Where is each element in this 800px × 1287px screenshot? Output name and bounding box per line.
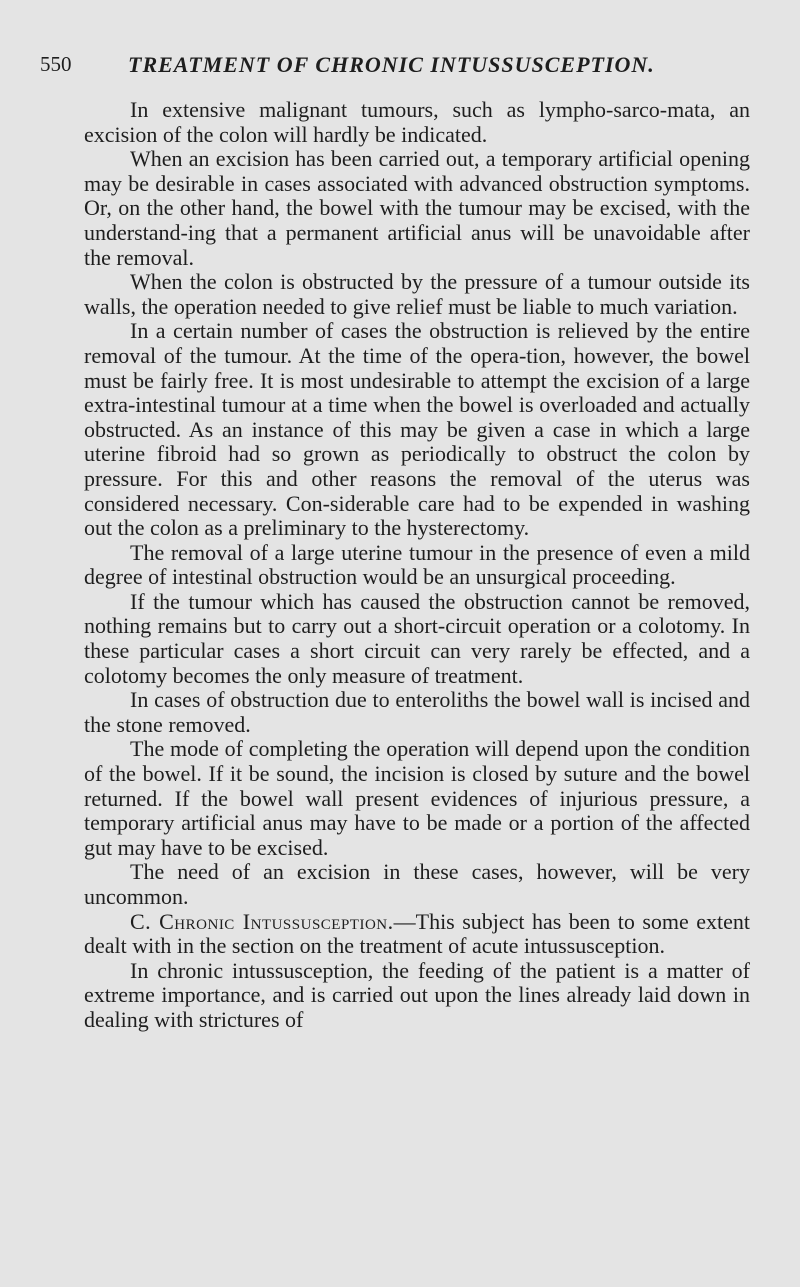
body-text	[84, 98, 750, 1033]
paragraph: The mode of completing the operation will depend upon the condition of the bowel. If it be sound, the incision is closed by suture and the bowel returned. If the bowel wall present evidences of injurious pressure, a temporary artificial anus may have to be made or a portion of the affected gut may have to be excised.	[84, 736, 750, 860]
paragraph: When an excision has been carried out, a temporary artificial opening may be desirable in cases associated with advanced obstruction symptoms. Or, on the other hand, the bowel with the tumour may be excised, with the understand-ing that a permanent artificial anus will be unavoidable after the removal.	[84, 146, 750, 270]
paragraph: The removal of a large uterine tumour in the presence of even a mild degree of intestinal obstruction would be an unsurgical proceeding.	[84, 539, 750, 590]
paragraph: If the tumour which has caused the obstruction cannot be removed, nothing remains but to carry out a short-circuit operation or a colotomy. In these particular cases a short circuit can very rarely be effected, and a colotomy becomes the only measure of treatment.	[84, 588, 750, 688]
paragraph: When the colon is obstructed by the pressure of a tumour outside its walls, the operation needed to give relief must be liable to much variation.	[84, 269, 750, 319]
paragraph: In extensive malignant tumours, such as lympho-sarco-mata, an excision of the colon will hardly be indicated.	[84, 97, 750, 147]
paragraph: In chronic intussusception, the feeding of the patient is a matter of extreme importance, and is carried out upon the lines already laid down in dealing with strictures of	[84, 957, 750, 1032]
paragraph: In cases of obstruction due to enteroliths the bowel wall is incised and the stone removed.	[84, 687, 750, 737]
page-header	[40, 52, 760, 82]
page-number: 550	[40, 52, 72, 76]
section-heading: C. Chronic Intussusception.	[130, 908, 394, 934]
section-text: —This subject has been to some extent dealt with in the section on the treatment of acute intussusception.	[84, 908, 750, 959]
paragraph: The need of an excision in these cases, however, will be very uncommon.	[84, 859, 750, 909]
section-paragraph	[84, 910, 750, 959]
paragraph: In a certain number of cases the obstruction is relieved by the entire removal of the tumour. At the time of the opera-tion, however, the bowel must be fairly free. It is most undesirable to attempt the excision of a large extra-intestinal tumour at a time when the bowel is overloaded and actually obstructed. As an instance of this may be given a case in which a large uterine fibroid had so grown as periodically to obstruct the colon by pressure. For this and other reasons the removal of the uterus was considered necessary. Con-siderable care had to be expended in washing out the colon as a preliminary to the hysterectomy.	[84, 318, 750, 541]
running-title: TREATMENT OF CHRONIC INTUSSUSCEPTION.	[128, 52, 655, 77]
